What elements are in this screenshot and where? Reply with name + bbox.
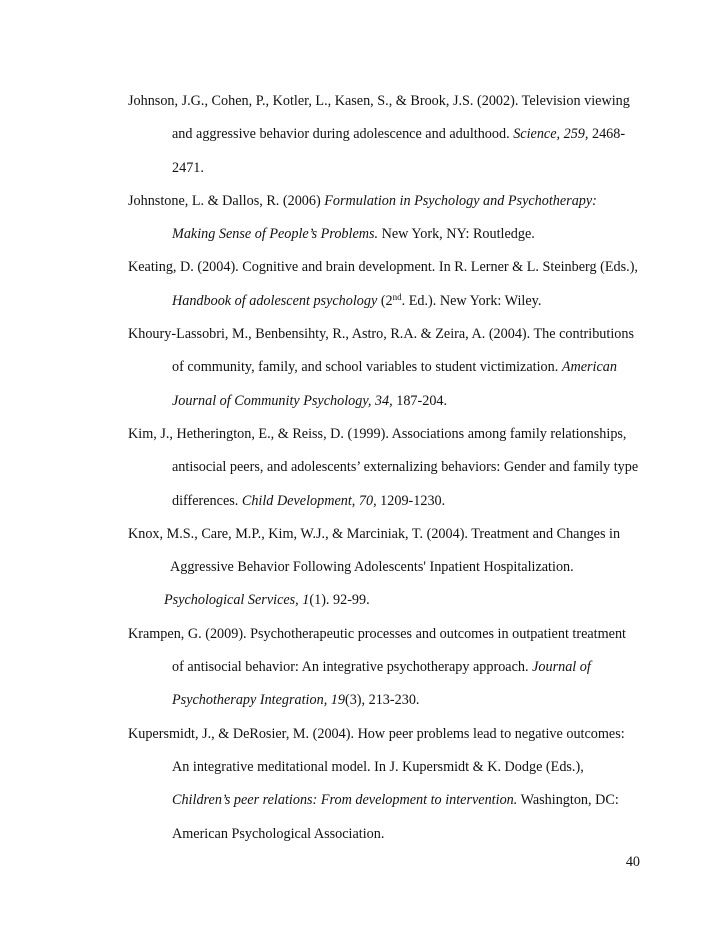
reference-line: Kupersmidt, J., & DeRosier, M. (2004). How peer problems lead to negative outcomes: [128, 725, 625, 742]
reference-line: American Psychological Association. [172, 825, 385, 842]
reference-line: Knox, M.S., Care, M.P., Kim, W.J., & Marciniak, T. (2004). Treatment and Changes in [128, 525, 621, 542]
reference-line: differences. Child Development, 70, 1209-1230. [172, 492, 446, 509]
reference-kim-1999 [128, 418, 658, 518]
reference-line: of antisocial behavior: An integrative psychotherapy approach. Journal of [172, 659, 591, 676]
reference-knox-2004 [128, 518, 658, 618]
reference-krampen-2009 [128, 618, 658, 718]
reference-line: Johnson, J.G., Cohen, P., Kotler, L., Kasen, S., & Brook, J.S. (2002). Television viewing [128, 93, 630, 109]
reference-line: Handbook of adolescent psychology (2nd. Ed.). New York: Wiley. [172, 291, 542, 309]
reference-line: Keating, D. (2004). Cognitive and brain development. In R. Lerner & L. Steinberg (Eds.), [128, 259, 638, 276]
reference-line: Johnstone, L. & Dallos, R. (2006) Formulation in Psychology and Psychotherapy: [128, 192, 597, 209]
journal-title: American [561, 359, 617, 376]
reference-line: Aggressive Behavior Following Adolescents' Inpatient Hospitalization. [170, 559, 574, 576]
reference-line: An integrative meditational model. In J. Kupersmidt & K. Dodge (Eds.), [172, 758, 584, 775]
reference-list [128, 85, 658, 851]
reference-keating-2004 [128, 251, 658, 318]
reference-line: 2471. [172, 159, 204, 176]
journal-title: Psychotherapy Integration, 19 [172, 692, 345, 709]
reference-line: Kim, J., Hetherington, E., & Reiss, D. (1999). Associations among family relationships, [128, 425, 627, 442]
journal-title: Science, 259, [513, 126, 589, 143]
page-number: 40 [625, 854, 640, 870]
book-title: Handbook of adolescent psychology [172, 292, 378, 309]
book-title: Children’s peer relations: From development to intervention. [172, 792, 518, 809]
reference-line: Krampen, G. (2009). Psychotherapeutic processes and outcomes in outpatient treatment [128, 625, 626, 642]
journal-title: Journal of Community Psychology, 34, [172, 392, 393, 409]
book-title: Formulation in Psychology and Psychotherapy: [324, 192, 597, 209]
reference-johnson-2002 [128, 85, 658, 185]
reference-line: Psychological Services, 1(1). 92-99. [164, 592, 370, 609]
journal-title: Journal of [532, 659, 591, 676]
edition-superscript: nd [392, 291, 402, 302]
reference-khoury-lassobri-2004 [128, 318, 658, 418]
reference-line: Journal of Community Psychology, 34, 187-204. [172, 392, 448, 409]
reference-line: Children’s peer relations: From development to intervention. Washington, DC: [172, 792, 619, 809]
reference-kupersmidt-2004 [128, 718, 658, 851]
reference-line: and aggressive behavior during adolescence and adulthood. Science, 259, 2468- [172, 126, 626, 143]
reference-johnstone-2006 [128, 185, 658, 252]
reference-line: Making Sense of People’s Problems. New York, NY: Routledge. [172, 226, 535, 243]
reference-line: antisocial peers, and adolescents’ externalizing behaviors: Gender and family type [172, 459, 639, 476]
reference-line: Khoury-Lassobri, M., Benbensihty, R., Astro, R.A. & Zeira, A. (2004). The contributions [128, 326, 634, 343]
journal-title: Child Development, 70, [241, 492, 377, 509]
book-title: Making Sense of People’s Problems. [172, 226, 379, 243]
journal-title: Psychological Services, 1 [164, 592, 310, 609]
reference-line: of community, family, and school variables to student victimization. American [172, 359, 617, 376]
reference-line: Psychotherapy Integration, 19(3), 213-230. [172, 692, 420, 709]
